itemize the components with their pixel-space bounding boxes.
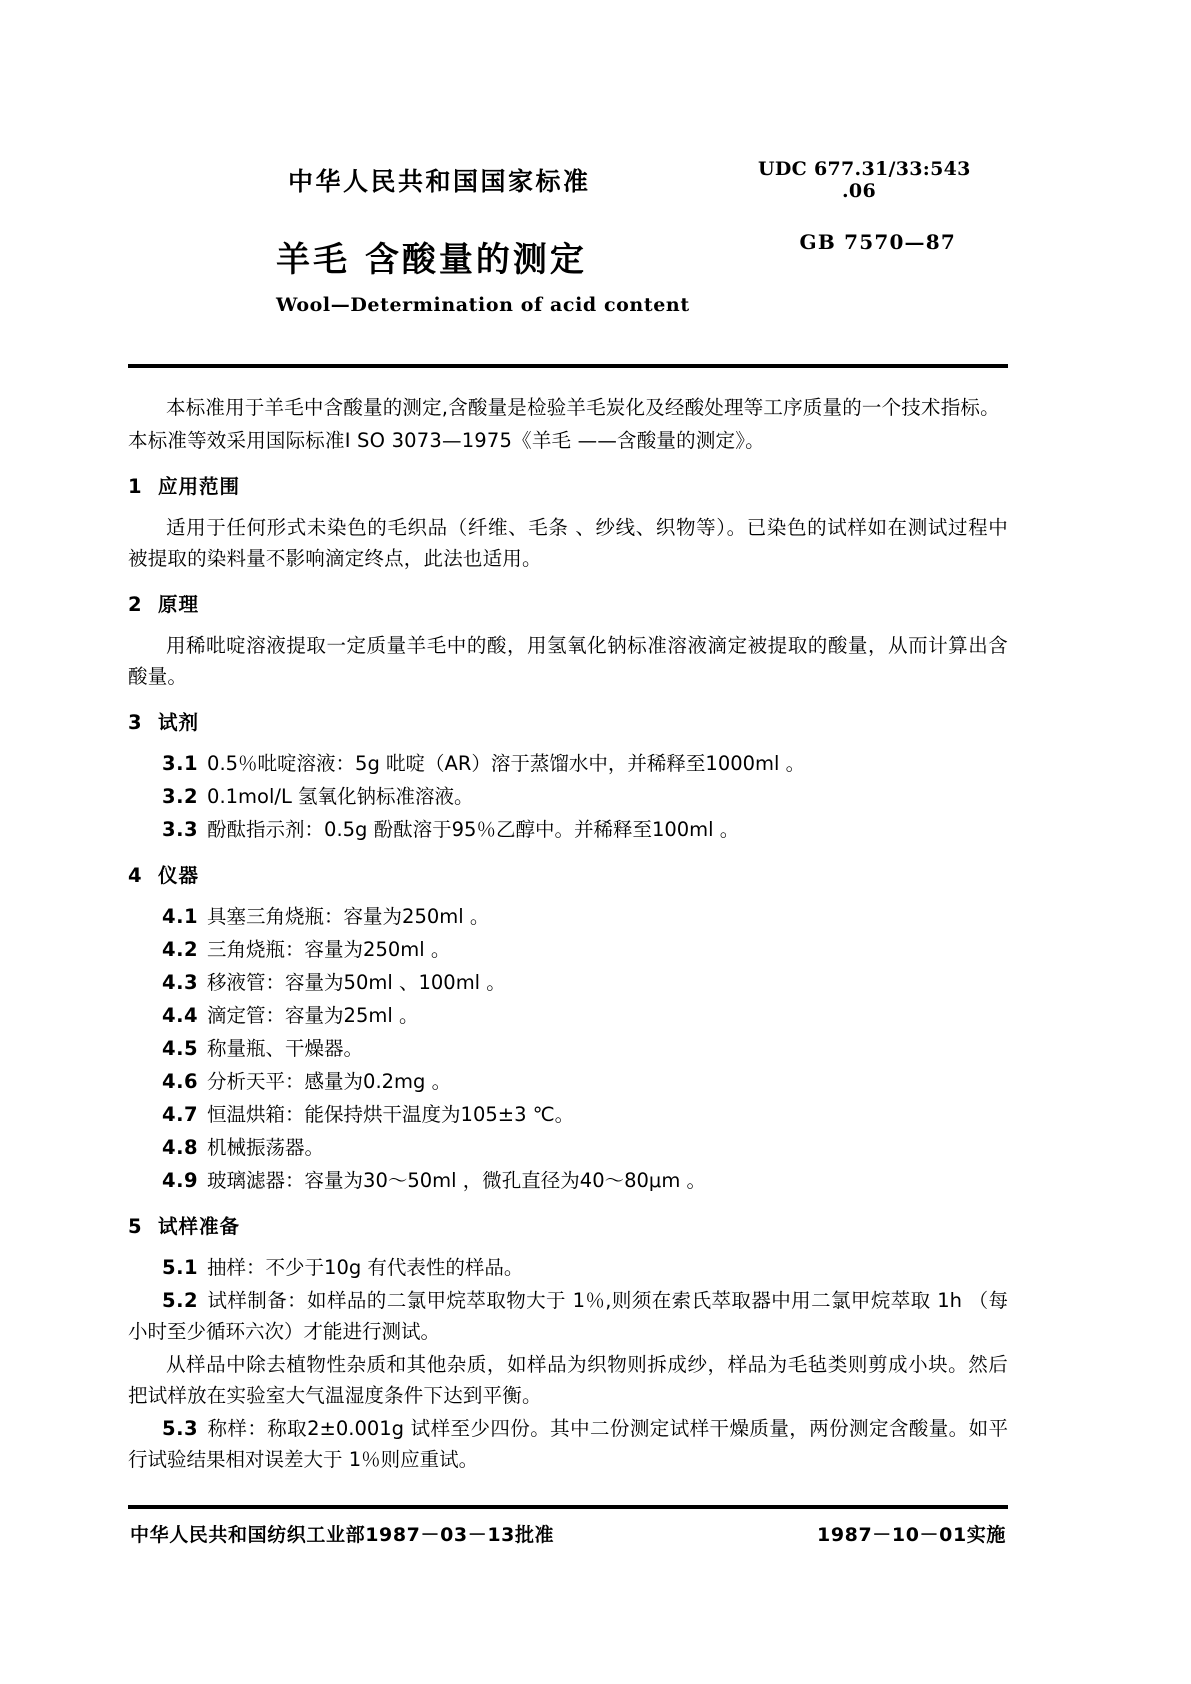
section-5-paragraph: 从样品中除去植物性杂质和其他杂质，如样品为织物则拆成纱，样品为毛毡类则剪成小块。然后把试样放在实验室大气温湿度条件下达到平衡。 [128, 1353, 1008, 1407]
clause-text: 机械振荡器。 [207, 1136, 325, 1159]
clause-4-5 [128, 1033, 1008, 1064]
clause-text: 试样制备：如样品的二氯甲烷萃取物大于 1％,则须在索氏萃取器中用二氯甲烷萃取 1h （每小时至少循环六次）才能进行测试。 [128, 1289, 1008, 1343]
clause-4-6 [128, 1066, 1008, 1097]
section-number-3: 3 [128, 711, 143, 734]
clause-number: 4.9 [162, 1169, 199, 1192]
clause-number: 4.1 [162, 905, 199, 928]
intro-paragraph-line-1: 本标准用于羊毛中含酸量的测定,含酸量是检验羊毛炭化及经酸处理等工序质量的一个技术指标。 [166, 396, 1000, 419]
section-heading-5 [128, 1211, 1008, 1242]
clause-text: 恒温烘箱：能保持烘干温度为105±3 ℃。 [207, 1103, 575, 1126]
clause-number: 5.1 [162, 1256, 199, 1279]
section-number-4: 4 [128, 864, 143, 887]
clause-number: 4.2 [162, 938, 199, 961]
clause-number: 4.8 [162, 1136, 199, 1159]
section-heading-3 [128, 707, 1008, 738]
standard-number: GB 7570—87 [799, 230, 956, 254]
clause-5-3 [128, 1413, 1008, 1475]
section-title-5: 试样准备 [158, 1215, 241, 1238]
clause-4-9 [128, 1165, 1008, 1196]
section-title-1: 应用范围 [158, 475, 241, 498]
section-number-1: 1 [128, 475, 143, 498]
clause-text: 称样：称取2±0.001g 试样至少四份。其中二份测定试样干燥质量，两份测定含酸量。如平行试验结果相对误差大于 1％则应重试。 [128, 1417, 1008, 1471]
section-number-2: 2 [128, 593, 143, 616]
clause-3-3 [128, 814, 1008, 845]
section-title-3: 试剂 [158, 711, 200, 734]
clause-text: 抽样：不少于10g 有代表性的样品。 [207, 1256, 524, 1279]
clause-4-8 [128, 1132, 1008, 1163]
udc-number-line-1: UDC 677.31/33:543 [758, 158, 971, 180]
clause-number: 5.3 [162, 1417, 199, 1440]
section-heading-1 [128, 471, 1008, 502]
intro-paragraph-line-2: 本标准等效采用国际标准I SO 3073—1975《羊毛 ——含酸量的测定》。 [128, 429, 765, 452]
udc-number-line-2: .06 [842, 180, 876, 203]
section-1-paragraph: 适用于任何形式未染色的毛织品（纤维、毛条 、纱线、织物等）。已染色的试样如在测试过程中被提取的染料量不影响滴定终点，此法也适用。 [128, 516, 1008, 570]
section-heading-2 [128, 589, 1008, 620]
document-title-chinese: 羊毛 含酸量的测定 [276, 240, 587, 280]
clause-number: 3.1 [162, 752, 199, 775]
clause-text: 称量瓶、干燥器。 [207, 1037, 364, 1060]
section-title-2: 原理 [158, 593, 200, 616]
document-masthead [128, 152, 1008, 352]
document-title-english: Wool—Determination of acid content [276, 294, 690, 316]
clause-text: 具塞三角烧瓶：容量为250ml 。 [207, 905, 490, 928]
section-number-5: 5 [128, 1215, 143, 1238]
clause-text: 玻璃滤器：容量为30～50ml ，微孔直径为40～80μm 。 [207, 1169, 707, 1192]
section-heading-4 [128, 860, 1008, 891]
clause-4-2 [128, 934, 1008, 965]
clause-text: 滴定管：容量为25ml 。 [207, 1004, 419, 1027]
clause-4-7 [128, 1099, 1008, 1130]
clause-number: 3.2 [162, 785, 199, 808]
national-standard-label: 中华人民共和国国家标准 [288, 167, 591, 196]
clause-number: 4.5 [162, 1037, 199, 1060]
footer-approval-text: 中华人民共和国纺织工业部1987－03－13批准 [130, 1524, 555, 1546]
clause-number: 5.2 [162, 1289, 199, 1312]
footer-divider-rule [128, 1505, 1008, 1509]
section-2-paragraph: 用稀吡啶溶液提取一定质量羊毛中的酸，用氢氧化钠标准溶液滴定被提取的酸量，从而计算出含酸量。 [128, 634, 1008, 688]
clause-3-1 [128, 748, 1008, 779]
clause-number: 3.3 [162, 818, 199, 841]
clause-text: 移液管：容量为50ml 、100ml 。 [207, 971, 506, 994]
clause-number: 4.3 [162, 971, 199, 994]
clause-number: 4.4 [162, 1004, 199, 1027]
clause-text: 0.5％吡啶溶液：5g 吡啶（AR）溶于蒸馏水中，并稀释至1000ml 。 [207, 752, 806, 775]
udc-block [758, 158, 1008, 203]
footer-effective-date: 1987－10－01实施 [817, 1524, 1006, 1546]
clause-5-1 [128, 1252, 1008, 1283]
clause-text: 酚酞指示剂：0.5g 酚酞溶于95％乙醇中。并稀释至100ml 。 [207, 818, 740, 841]
clause-text: 0.1mol/L 氢氧化钠标准溶液。 [207, 785, 474, 808]
section-title-4: 仪器 [158, 864, 200, 887]
clause-5-2 [128, 1285, 1008, 1347]
document-body [128, 392, 1008, 1477]
clause-number: 4.7 [162, 1103, 199, 1126]
clause-number: 4.6 [162, 1070, 199, 1093]
clause-text: 分析天平：感量为0.2mg 。 [207, 1070, 452, 1093]
clause-3-2 [128, 781, 1008, 812]
document-footer [128, 1520, 1008, 1560]
clause-text: 三角烧瓶：容量为250ml 。 [207, 938, 451, 961]
clause-4-4 [128, 1000, 1008, 1031]
header-divider-rule [128, 364, 1008, 368]
clause-4-1 [128, 901, 1008, 932]
page-content-area [128, 0, 1008, 1684]
clause-4-3 [128, 967, 1008, 998]
